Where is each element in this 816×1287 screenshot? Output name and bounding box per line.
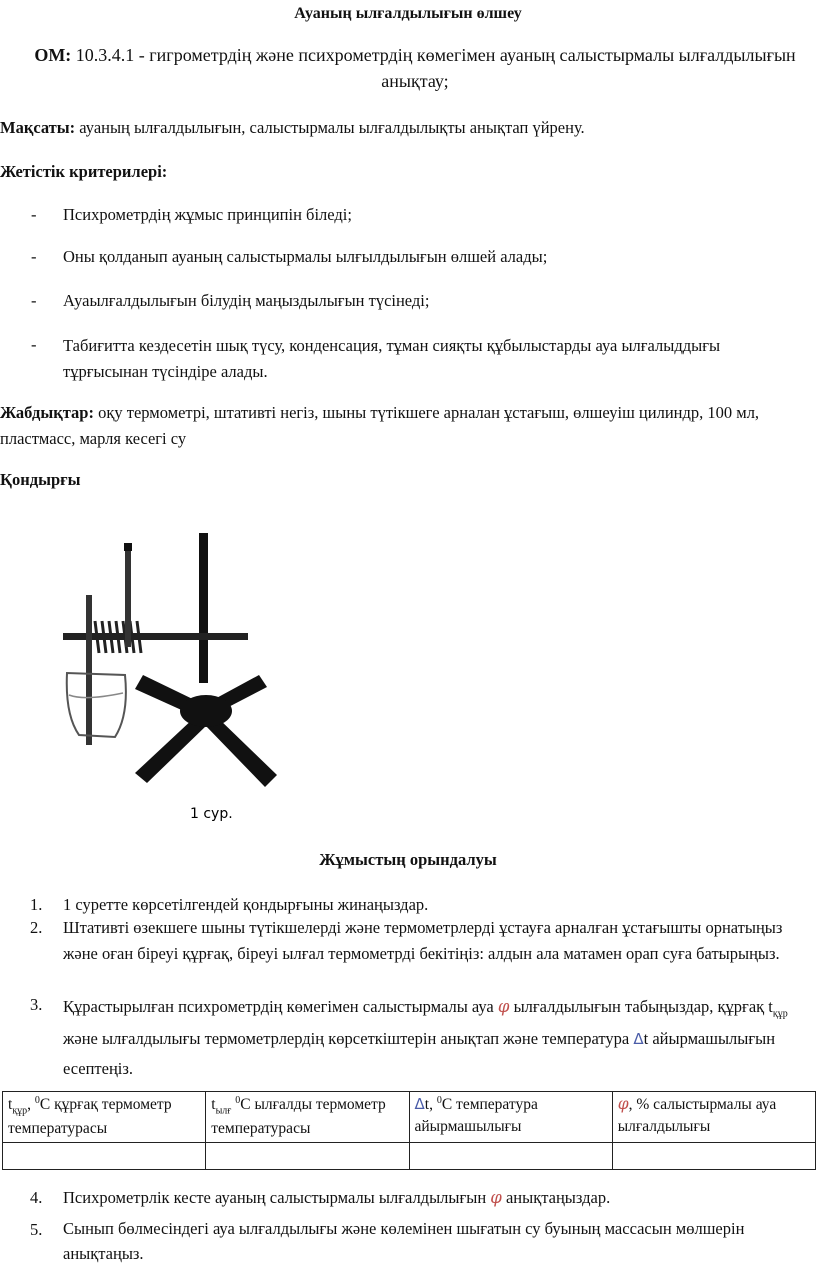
dry-thermometer	[125, 547, 131, 647]
dash-bullet: -	[31, 247, 37, 266]
dash-bullet: -	[31, 291, 37, 310]
step-text-part: t айырмашылығын есептеңіз.	[63, 1028, 776, 1079]
phi-symbol: φ	[617, 1095, 629, 1113]
phi-symbol: φ	[490, 1188, 502, 1207]
figure-caption: 1 сур.	[190, 806, 233, 822]
stand-rod	[199, 533, 208, 683]
step-text: Штативті өзекшеге шыны түтікшелерді және термометрлерді ұстауға арналған ұстағышты орнатыңыз және оған біреуі құрғақ, біреуі ылғал термометрді бекітіңіз: алдын ала матамен орап суға батырыңыз.	[63, 918, 783, 963]
step-number: 2.	[30, 918, 43, 937]
step-text-part: Құрастырылған психрометрдің көмегімен салыстырмалы ауа	[63, 997, 498, 1016]
step-text-part: анықтаңыздар.	[501, 1188, 611, 1207]
phi-symbol: φ	[497, 997, 510, 1016]
step-number: 3.	[30, 995, 43, 1014]
table-row	[3, 1142, 816, 1169]
table-header-cell: $t_{ылғ}$ $^0$С ылғалды термометр температурасы	[206, 1092, 409, 1143]
equipment-text: оқу термометрі, штативті негіз, шыны түтікшеге арналан ұстағыш, өлшеуіш цилиндр, 100 мл, пластмасс, марля кесегі су	[0, 403, 760, 448]
stand-base	[135, 675, 277, 787]
goal-text: ауаның ылғалдылығын, салыстырмалы ылғалдылықты анықтап үйрену.	[75, 118, 585, 137]
table-header-row	[3, 1092, 816, 1143]
step-text-part: және ылғалдылығы термометрлердің көрсеткіштерін анықтап және температура	[63, 1028, 634, 1048]
subscript: құр	[772, 1008, 788, 1020]
criteria-item-text: Оны қолданып ауаның салыстырмалы ылғылдылығын өлшей алады;	[63, 247, 548, 266]
om-text: 10.3.4.1 - гигрометрдің және психрометрдің көмегімен ауаның салыстырмалы ылғалдылығын анықтау;	[71, 45, 796, 92]
step-text	[63, 992, 815, 1085]
step-text: 1 суретте көрсетілгендей қондырғыны жинаңыздар.	[63, 895, 429, 914]
table-cell[interactable]	[409, 1142, 612, 1169]
delta-symbol: Δ	[414, 1095, 425, 1114]
step-text	[63, 1185, 815, 1211]
step-number: 5.	[30, 1220, 43, 1239]
procedure-heading: Жұмыстың орындалуы	[319, 850, 497, 869]
wet-thermometer	[86, 595, 92, 745]
learning-objective	[20, 42, 810, 94]
table-cell[interactable]	[3, 1142, 206, 1169]
psychrometer-figure	[55, 525, 315, 835]
equipment-label: Жабдықтар:	[0, 403, 94, 422]
psychrometer-illustration	[55, 525, 315, 835]
table-header-cell: φ, % салыстырмалы ауа ылғалдылығы	[612, 1092, 815, 1143]
step-text-part: ылғалдылығын табыңыздар, құрғақ t	[509, 997, 773, 1016]
page-title: Ауаның ылғалдылығын өлшеу	[294, 5, 522, 22]
equipment-paragraph	[0, 400, 810, 451]
step-number: 1.	[30, 895, 43, 914]
step-text: Сынып бөлмесіндегі ауа ылғалдылығы және көлемінен шығатын су буының массасын мөлшерін анықтаңыз.	[63, 1219, 745, 1263]
dash-bullet: -	[31, 205, 37, 224]
psychrometer-table	[2, 1091, 816, 1170]
setup-heading: Қондырғы	[0, 470, 81, 489]
water-beaker	[67, 673, 126, 737]
table-cell[interactable]	[206, 1142, 409, 1169]
goal-label: Мақсаты:	[0, 118, 76, 137]
delta-symbol: Δ	[633, 1029, 644, 1048]
table-cell[interactable]	[612, 1142, 815, 1169]
om-label: ОМ:	[34, 45, 72, 65]
criteria-item-text: Табиғитта кездесетін шық түсу, конденсация, тұман сияқты құбылыстарды ауа ылғалыддығы тұрғысынан түсіндіре алады.	[63, 336, 721, 381]
criteria-item-text: Ауаылғалдылығын білудің маңыздылығын түсінеді;	[63, 291, 430, 310]
criteria-heading: Жетістік критерилері:	[0, 162, 168, 181]
step-number: 4.	[30, 1188, 43, 1207]
goal-paragraph	[0, 116, 810, 141]
table-header-cell: $t_{құр}$, $^0$С құрғақ термометр температурасы	[3, 1092, 206, 1143]
criteria-item-text: Психрометрдің жұмыс принципін біледі;	[63, 205, 352, 224]
dash-bullet: -	[31, 335, 37, 354]
table-header-cell: Δt, $^0$С температура айырмашылығы	[409, 1092, 612, 1143]
step-text-part: Психрометрлік кесте ауаның салыстырмалы ылғалдылығын	[63, 1188, 491, 1207]
